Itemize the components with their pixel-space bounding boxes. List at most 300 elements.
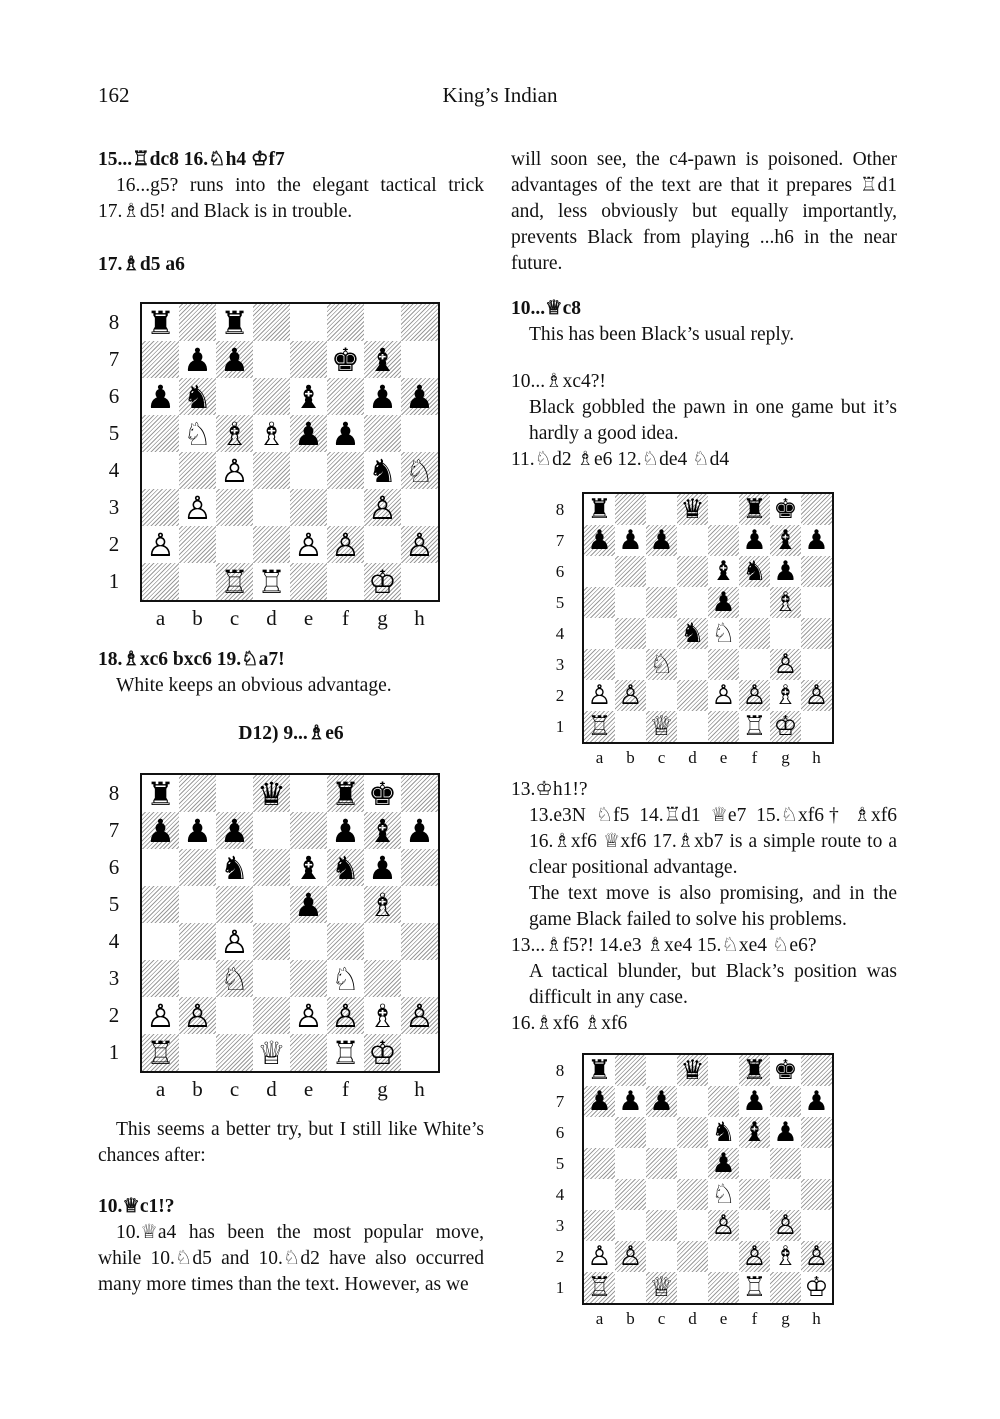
annotation-text: 10.♕a4 has been the most popular move, while 10.♘d5 and 10.♘d2 have also occurred many more times than the text. However, as we (98, 1222, 484, 1295)
board-square (770, 525, 801, 556)
board-square (327, 304, 364, 341)
board-square (216, 1034, 253, 1071)
board-square (327, 923, 364, 960)
black-bishop-icon: ♝ (294, 848, 323, 887)
chess-board (140, 302, 440, 602)
rank-label: 4 (555, 623, 565, 643)
board-square (364, 960, 401, 997)
board-square (615, 1179, 646, 1210)
board-square (615, 618, 646, 649)
board-square (770, 1272, 801, 1303)
board-square (801, 618, 832, 649)
white-queen-icon: ♕ (649, 1272, 674, 1303)
board-square (179, 849, 216, 886)
white-pawn-icon: ♙ (773, 1210, 798, 1241)
board-square (584, 1272, 615, 1303)
board-square (253, 886, 290, 923)
board-square (401, 341, 438, 378)
black-pawn-icon: ♟ (183, 811, 212, 850)
black-queen-icon: ♛ (680, 1055, 705, 1086)
board-square (142, 526, 179, 563)
board-square (327, 960, 364, 997)
board-square (584, 1086, 615, 1117)
board-square (646, 525, 677, 556)
board-square (677, 1086, 708, 1117)
black-rook-icon: ♜ (742, 494, 767, 525)
board-square (401, 997, 438, 1034)
board-square (739, 649, 770, 680)
white-pawn-icon: ♙ (618, 680, 643, 711)
board-square (327, 886, 364, 923)
board-square (708, 1241, 739, 1272)
rank-label: 8 (555, 1060, 565, 1080)
board-square (290, 415, 327, 452)
board-square (739, 711, 770, 742)
board-square (801, 1272, 832, 1303)
board-square (290, 775, 327, 812)
board-square (584, 1179, 615, 1210)
file-label: e (303, 606, 314, 630)
board-square (739, 1241, 770, 1272)
board-square (364, 849, 401, 886)
white-rook-icon: ♖ (146, 1033, 175, 1072)
section-heading: D12) 9...♗e6 (238, 723, 344, 744)
white-pawn-icon: ♙ (183, 488, 212, 527)
board-square (364, 526, 401, 563)
board-square (584, 618, 615, 649)
board-square (401, 563, 438, 600)
file-label: a (595, 748, 604, 767)
black-pawn-icon: ♟ (405, 811, 434, 850)
white-pawn-icon: ♙ (405, 525, 434, 564)
board-square (401, 775, 438, 812)
board-square (216, 960, 253, 997)
board-square (327, 489, 364, 526)
board-square (401, 812, 438, 849)
file-label: h (812, 1309, 821, 1328)
board-square (142, 960, 179, 997)
board-square (677, 1148, 708, 1179)
board-square (290, 923, 327, 960)
file-label: b (626, 1309, 635, 1328)
white-king-icon: ♔ (368, 562, 397, 601)
board-square (216, 775, 253, 812)
variation-note: 13.e3N ♘f5 14.♖d1 ♕e7 15.♘xf6† ♗xf6 16.♗xf6 ♕xf6 17.♗xb7 is a simple route to a clear positional advantage. (529, 805, 897, 878)
white-pawn-icon: ♙ (587, 1241, 612, 1272)
board-square (677, 1210, 708, 1241)
board-square (253, 489, 290, 526)
board-square (584, 556, 615, 587)
board-square (179, 415, 216, 452)
board-square (253, 526, 290, 563)
board-square (253, 304, 290, 341)
variation-note: A tactical blunder, but Black’s position was difficult in any case. (529, 961, 897, 1008)
board-square (801, 649, 832, 680)
black-pawn-icon: ♟ (331, 811, 360, 850)
black-bishop-icon: ♝ (742, 1117, 767, 1148)
black-bishop-icon: ♝ (711, 556, 736, 587)
board-square (739, 556, 770, 587)
board-square (584, 587, 615, 618)
file-label: c (229, 1077, 240, 1101)
board-square (677, 1272, 708, 1303)
board-square (327, 563, 364, 600)
black-knight-icon: ♞ (220, 848, 249, 887)
black-rook-icon: ♜ (220, 303, 249, 342)
black-knight-icon: ♞ (711, 1117, 736, 1148)
board-square (290, 960, 327, 997)
white-pawn-icon: ♙ (294, 996, 323, 1035)
white-pawn-icon: ♙ (220, 451, 249, 490)
black-pawn-icon: ♟ (183, 340, 212, 379)
black-rook-icon: ♜ (146, 774, 175, 813)
variation-note: The text move is also promising, and in the game Black failed to solve his problems. (529, 883, 897, 930)
board-square (677, 1055, 708, 1086)
board-square (253, 997, 290, 1034)
rank-label: 8 (108, 310, 120, 335)
board-square (646, 494, 677, 525)
rank-label: 5 (555, 1153, 565, 1173)
black-pawn-icon: ♟ (711, 1148, 736, 1179)
board-square (801, 680, 832, 711)
board-square (677, 525, 708, 556)
board-square (677, 711, 708, 742)
board-square (801, 556, 832, 587)
board-square (770, 1241, 801, 1272)
board-square (216, 489, 253, 526)
white-pawn-icon: ♙ (618, 1241, 643, 1272)
board-square (401, 960, 438, 997)
board-square (253, 960, 290, 997)
variation-line: 13.♔h1!? (511, 779, 588, 800)
board-square (770, 1210, 801, 1241)
black-pawn-icon: ♟ (220, 340, 249, 379)
board-square (179, 378, 216, 415)
board-square (290, 304, 327, 341)
board-square (739, 1117, 770, 1148)
black-pawn-icon: ♟ (587, 1086, 612, 1117)
file-label: g (781, 1309, 790, 1328)
black-knight-icon: ♞ (183, 377, 212, 416)
black-rook-icon: ♜ (146, 303, 175, 342)
board-square (801, 1117, 832, 1148)
rank-label: 2 (555, 685, 565, 705)
board-square (401, 849, 438, 886)
board-square (253, 812, 290, 849)
board-square (739, 494, 770, 525)
black-rook-icon: ♜ (331, 774, 360, 813)
chess-board (582, 1053, 834, 1305)
file-label: e (719, 1309, 728, 1328)
board-square (770, 649, 801, 680)
variation-note: Black gobbled the pawn in one game but it’s hardly a good idea. (529, 397, 897, 444)
board-square (770, 494, 801, 525)
white-pawn-icon: ♙ (804, 680, 829, 711)
board-square (253, 452, 290, 489)
board-square (615, 1241, 646, 1272)
rank-label: 5 (108, 892, 120, 917)
move-line: 10...♕c8 (511, 298, 582, 319)
black-king-icon: ♚ (773, 1055, 798, 1086)
board-square (615, 556, 646, 587)
board-square (253, 563, 290, 600)
board-square (801, 1055, 832, 1086)
board-square (142, 341, 179, 378)
board-square (253, 378, 290, 415)
board-square (801, 711, 832, 742)
white-pawn-icon: ♙ (804, 1241, 829, 1272)
board-square (584, 1241, 615, 1272)
board-square (216, 849, 253, 886)
board-square (290, 812, 327, 849)
board-square (708, 587, 739, 618)
black-pawn-icon: ♟ (618, 1086, 643, 1117)
board-square (327, 812, 364, 849)
black-pawn-icon: ♟ (294, 885, 323, 924)
variation-line: 13...♗f5?! 14.e3 ♗xe4 15.♘xe4 ♘e6? (511, 935, 817, 956)
white-rook-icon: ♖ (742, 711, 767, 742)
board-square (646, 1241, 677, 1272)
board-square (179, 1034, 216, 1071)
board-square (253, 849, 290, 886)
black-queen-icon: ♛ (257, 774, 286, 813)
white-knight-icon: ♘ (649, 649, 674, 680)
board-square (179, 775, 216, 812)
file-label: c (657, 1309, 666, 1328)
board-square (646, 1117, 677, 1148)
board-square (364, 997, 401, 1034)
board-square (708, 494, 739, 525)
rank-label: 6 (555, 1122, 565, 1142)
board-square (364, 415, 401, 452)
board-square (142, 304, 179, 341)
annotation-text: This has been Black’s usual reply. (529, 324, 795, 345)
board-square (364, 886, 401, 923)
board-square (364, 452, 401, 489)
board-square (646, 1055, 677, 1086)
board-square (179, 304, 216, 341)
file-label: d (688, 1309, 697, 1328)
white-rook-icon: ♖ (587, 711, 612, 742)
board-square (646, 649, 677, 680)
board-square (708, 680, 739, 711)
white-rook-icon: ♖ (331, 1033, 360, 1072)
file-label: e (303, 1077, 314, 1101)
board-square (290, 489, 327, 526)
board-square (584, 649, 615, 680)
annotation-text: White keeps an obvious advantage. (116, 675, 392, 696)
black-pawn-icon: ♟ (294, 414, 323, 453)
board-square (401, 886, 438, 923)
file-label: d (266, 1077, 277, 1101)
board-square (770, 1117, 801, 1148)
board-square (801, 1086, 832, 1117)
board-square (646, 556, 677, 587)
rank-label: 2 (108, 1003, 120, 1028)
white-pawn-icon: ♙ (183, 996, 212, 1035)
board-square (708, 1210, 739, 1241)
board-square (290, 849, 327, 886)
board-square (801, 1179, 832, 1210)
board-square (646, 1086, 677, 1117)
black-pawn-icon: ♟ (742, 1086, 767, 1117)
file-label: f (342, 606, 349, 630)
white-queen-icon: ♕ (649, 711, 674, 742)
variation-line: 16.♗xf6 ♗xf6 (511, 1013, 628, 1034)
board-square (142, 452, 179, 489)
board-square (401, 304, 438, 341)
board-square (770, 680, 801, 711)
board-square (770, 711, 801, 742)
board-square (770, 1055, 801, 1086)
board-square (142, 378, 179, 415)
page-number: 162 (98, 83, 130, 107)
move-line: 10.♕c1!? (98, 1196, 175, 1217)
annotation-text: 16...g5? runs into the elegant tactical trick 17.♗d5! and Black is in trouble. (98, 175, 484, 222)
board-square (739, 680, 770, 711)
board-square (646, 1148, 677, 1179)
board-square (327, 1034, 364, 1071)
white-knight-icon: ♘ (711, 618, 736, 649)
white-bishop-icon: ♗ (773, 680, 798, 711)
board-square (216, 341, 253, 378)
board-square (290, 526, 327, 563)
black-pawn-icon: ♟ (773, 556, 798, 587)
board-square (401, 1034, 438, 1071)
board-square (615, 1117, 646, 1148)
black-pawn-icon: ♟ (146, 811, 175, 850)
board-square (584, 1210, 615, 1241)
white-bishop-icon: ♗ (368, 996, 397, 1035)
board-square (327, 452, 364, 489)
board-square (708, 711, 739, 742)
white-rook-icon: ♖ (587, 1272, 612, 1303)
black-rook-icon: ♜ (587, 1055, 612, 1086)
board-square (179, 923, 216, 960)
rank-label: 4 (108, 458, 120, 483)
white-bishop-icon: ♗ (368, 885, 397, 924)
board-square (584, 1117, 615, 1148)
board-square (708, 1148, 739, 1179)
board-square (364, 341, 401, 378)
board-square (364, 812, 401, 849)
rank-label: 1 (108, 1040, 120, 1065)
board-square (770, 1148, 801, 1179)
black-pawn-icon: ♟ (220, 811, 249, 850)
white-rook-icon: ♖ (742, 1272, 767, 1303)
board-square (677, 587, 708, 618)
variation-line: 11.♘d2 ♗e6 12.♘de4 ♘d4 (511, 449, 730, 470)
black-bishop-icon: ♝ (368, 811, 397, 850)
board-square (401, 415, 438, 452)
board-square (290, 997, 327, 1034)
board-square (364, 775, 401, 812)
file-label: h (812, 748, 821, 767)
board-square (615, 680, 646, 711)
board-square (646, 1272, 677, 1303)
rank-label: 7 (555, 1091, 565, 1111)
board-square (216, 415, 253, 452)
white-pawn-icon: ♙ (773, 649, 798, 680)
file-label: g (377, 1077, 388, 1101)
board-square (584, 525, 615, 556)
black-pawn-icon: ♟ (742, 525, 767, 556)
white-pawn-icon: ♙ (331, 525, 360, 564)
board-square (770, 1179, 801, 1210)
rank-label: 6 (555, 561, 565, 581)
file-label: b (626, 748, 635, 767)
rank-label: 4 (555, 1184, 565, 1204)
rank-label: 7 (555, 530, 565, 550)
board-square (290, 452, 327, 489)
annotation-text: will soon see, the c4-pawn is poisoned. Other advantages of the text are that it prepares ♖d1 and, less obviously but equally importantly, prevents Black from playing ...h6 in the near future. (511, 149, 897, 274)
board-square (327, 341, 364, 378)
board-square (142, 563, 179, 600)
rank-label: 6 (108, 384, 120, 409)
board-square (739, 1055, 770, 1086)
black-pawn-icon: ♟ (587, 525, 612, 556)
black-bishop-icon: ♝ (294, 377, 323, 416)
black-pawn-icon: ♟ (649, 525, 674, 556)
file-label: c (657, 748, 666, 767)
board-square (253, 775, 290, 812)
board-square (801, 1210, 832, 1241)
board-square (801, 494, 832, 525)
white-pawn-icon: ♙ (742, 680, 767, 711)
board-square (142, 997, 179, 1034)
white-knight-icon: ♘ (711, 1179, 736, 1210)
board-square (708, 1272, 739, 1303)
rank-label: 3 (108, 495, 120, 520)
board-square (142, 775, 179, 812)
board-square (677, 556, 708, 587)
board-square (401, 489, 438, 526)
black-pawn-icon: ♟ (368, 377, 397, 416)
black-king-icon: ♚ (331, 340, 360, 379)
white-pawn-icon: ♙ (587, 680, 612, 711)
board-square (327, 849, 364, 886)
board-square (584, 1055, 615, 1086)
board-square (646, 1179, 677, 1210)
board-square (770, 556, 801, 587)
black-king-icon: ♚ (773, 494, 798, 525)
board-square (142, 849, 179, 886)
file-label: b (192, 1077, 203, 1101)
rank-label: 5 (555, 592, 565, 612)
board-square (142, 812, 179, 849)
chess-board (140, 773, 440, 1073)
board-square (677, 1117, 708, 1148)
board-square (615, 587, 646, 618)
board-square (770, 587, 801, 618)
variation-line: 10...♗xc4?! (511, 371, 606, 392)
rank-label: 7 (108, 347, 120, 372)
white-knight-icon: ♘ (405, 451, 434, 490)
board-square (179, 526, 216, 563)
board-square (739, 1272, 770, 1303)
board-square (615, 1272, 646, 1303)
black-bishop-icon: ♝ (773, 525, 798, 556)
black-pawn-icon: ♟ (804, 525, 829, 556)
file-label: c (229, 606, 240, 630)
board-square (677, 649, 708, 680)
board-square (364, 304, 401, 341)
black-pawn-icon: ♟ (331, 414, 360, 453)
board-square (615, 649, 646, 680)
board-square (401, 378, 438, 415)
board-square (801, 587, 832, 618)
board-square (364, 563, 401, 600)
